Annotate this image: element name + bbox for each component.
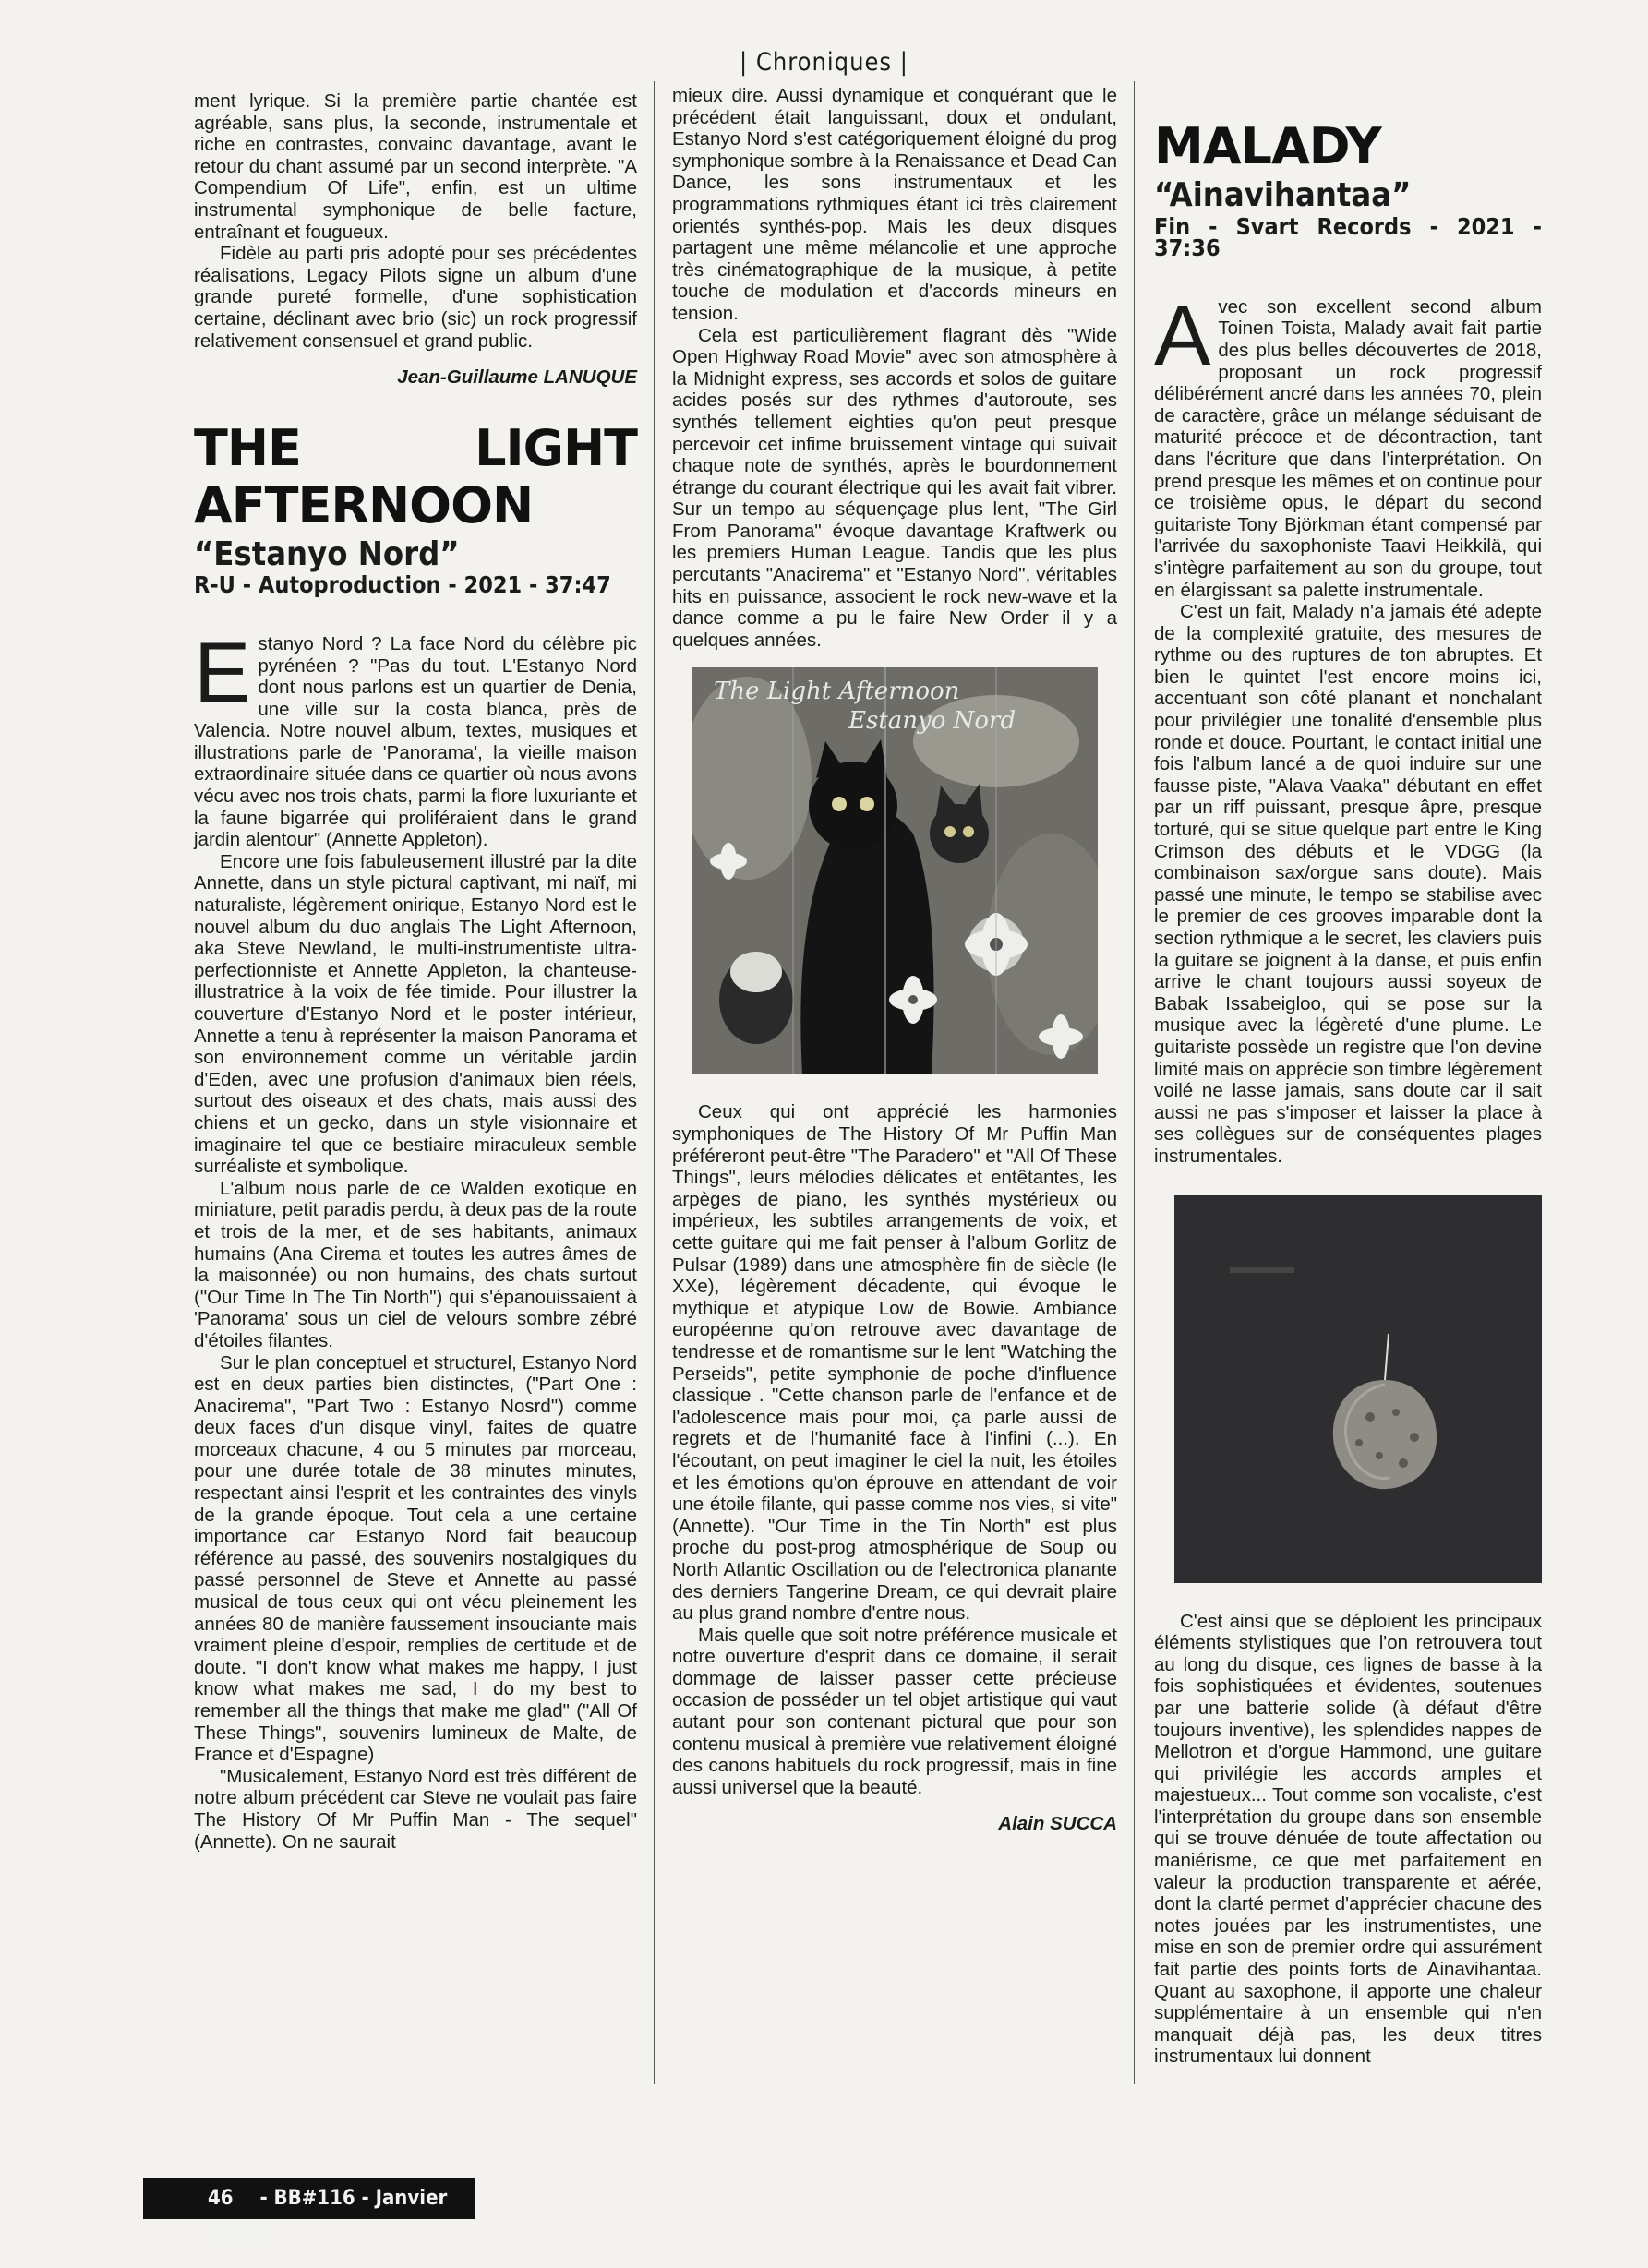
album-title: “Ainavihantaa” [1154,176,1412,214]
review-paragraph: "Musicalement, Estanyo Nord est très différent de notre album précédent car Steve ne voulait pas faire The History Of Mr Puffin Man - The sequel" (Annette). On ne saurait [194,1765,637,1853]
column-divider [1134,81,1135,2084]
section-header: | Chroniques | [740,48,908,77]
column-left [194,90,637,1853]
album-meta: Fin - Svart Records - 2021 - 37:36 [1154,212,1542,262]
cover-album-name: Estanyo Nord [848,707,1016,736]
column-divider [654,81,655,2084]
review-paragraph: ment lyrique. Si la première partie chantée est agréable, sans plus, la seconde, instrumentale et riche en contrastes, convainc davantage, avant le retour du chant assumé par un second interprète. "A Compendium Of Life", enfin, est un ultime instrumental symphonique de belle facture, entraînant et fougueux. [194,90,637,243]
album-title: “Estanyo Nord” [194,534,460,573]
cover-band-name: The Light Afternoon [714,678,960,706]
review-signature: Jean-Guillaume LANUQUE [397,366,637,389]
review-paragraph: Mais quelle que soit notre préférence musicale et notre ouverture d'esprit dans ce domaine, il serait dommage de laisser passer cette précieuse occasion de posséder un tel objet artistique qui vaut autant pour son contenant pictural que pour son contenu musical à première vue relativement éloigné des canons habituels du rock progressif, mais in fine aussi universel que la beauté. [672,1624,1117,1798]
album-meta: R-U - Autoproduction - 2021 - 37:47 [194,571,611,599]
review-signature: Alain SUCCA [998,1813,1117,1835]
review-paragraph: Ceux qui ont apprécié les harmonies symphoniques de The History Of Mr Puffin Man préféreront peut-être "The Paradero" et "All Of These Things", leurs mélodies délicates et entêtantes, les arpèges de piano, les synthés mystérieux ou impérieux, les subtiles arrangements de voix, et cette guitare qui me fait penser à l'album Gorlitz de Pulsar (1989) dans une atmosphère fin de siècle (le XXe), légèrement décadente, qui évoque le mythique et atypique Low de Bowie. Ambiance européenne qu'on retrouve avec davantage de tendresse et de romantisme sur le lent "Watching the Perseids", petite symphonie de poche d'influence classique . "Cette chanson parle de l'enfance et de l'adolescence mais pour moi, ça parle aussi de regrets et de l'humanité face à l'infini (...). En l'écoutant, on peut imaginer le ciel la nuit, les étoiles et les émotions qu'on éprouve en attendant de voir une étoile filante, qui passe comme nos vies, si vite" (Annette). "Our Time in the Tin North" est plus proche du post-prog atmosphérique de Soup ou North Atlantic Oscillation ou de l'electronica planante des derniers Tangerine Dream, ce qui devrait plaire au plus grand nombre d'entre nous. [672,1101,1117,1625]
review-paragraph: mieux dire. Aussi dynamique et conquérant que le précédent était languissant, doux et ondulant, Estanyo Nord s'est catégoriquement éloigné du prog symphonique sombre à la Renaissance et Dead Can Dance, les sons instrumentaux et les programmations rythmiques étant ici très clairement orientés synthés-pop. Mais les deux disques partagent une même mélancolie et une approche très cinématographique de la musique, à petite touche de modulation et d'accords mineurs en tension. [672,85,1117,324]
review-paragraph: C'est ainsi que se déploient les principaux éléments stylistiques que l'on retrouvera tout au long du disque, ces lignes de basse à la fois sophistiquées et évidentes, soutenues par une batterie solide (à défaut d'être toujours inventive), les splendides nappes de Mellotron et d'orgue Hammond, une guitare qui privilégie les accords amples et majestueux... Tout comme son vocaliste, c'est l'interprétation du groupe dans son ensemble qui se trouve dénuée de toute affectation ou maniérisme, ce que met parfaitement en valeur la production transparente et aérée, dont la clarté permet d'apprécier chacune des notes jouées par les instrumentistes, une mise en son de premier ordre qui assurément fait partie des points forts de Ainavihantaa. Quant au saxophone, il apporte une chaleur supplémentaire à un ensemble qui n'en manquait déjà pas, les deux titres instrumentaux lui donnent [1154,1610,1542,2068]
column-middle [672,85,1117,1850]
review-paragraph: vec son excellent second album Toinen Toista, Malady avait fait partie des plus belles découvertes de 2018, proposant un rock progressif délibérément ancré dans les années 70, plein de caractère, grâce un mélange séduisant de maturité précoce et de décontraction, tant dans l'écriture que dans l'interprétation. On prend presque les mêmes et on continue pour ce troisième opus, le départ du second guitariste Tony Björkman étant compensé par l'arrivée du saxophoniste Taavi Heikkilä, qui s'intègre parfaitement au son du groupe, tout en élargissant sa palette instrumentale. [1154,295,1542,601]
cover-illustration [692,667,1098,1074]
review-paragraph: Sur le plan conceptuel et structurel, Estanyo Nord est en deux parties bien distinctes, ("Part One : Anacirema", "Part Two : Estanyo Nosrd") comme deux faces d'un disque vinyl, faites de quatre morceaux chacune, 4 ou 5 minutes par morceau, pour une durée totale de 38 minutes minutes, respectant ainsi l'esprit et les contraintes des vinyls de la grande époque. Tout cela a une certaine importance car Estanyo Nord fait beaucoup référence au passé, des souvenirs nostalgiques du passé personnel de Steve et Annette au passé musical de tous ceux qui ont vécu pleinement les années 80 de manière faussement insouciante mais vraiment pleine d'espoir, remplies de certitude et de doute. "I don't know what makes me happy, I just know what makes me sad, I do my best to remember all the things that make me glad" ("All Of These Things", souvenirs lumineux de Malte, de France et d'Espagne) [194,1351,637,1766]
review-paragraph: Cela est particulièrement flagrant dès "Wide Open Highway Road Movie" avec son atmosphère à la Midnight express, ses accords et solos de guitare acides posés sur des rythmes d'autoroute, ses synthés tellement eighties qu'on peut presque percevoir cet infime bruissement vintage qui suivait chaque note de synthés, après le bourdonnement étrange du courant électrique qui les avait fait vibrer. Sur un tempo au séquençage plus lent, "The Girl From Panorama" évoque davantage Kraftwerk ou les premiers Human League. Tandis que les plus percutants "Anacirema" et "Estanyo Nord", véritables hits en puissance, associent le rock new-wave et la dance comme a pu le faire New Order il y a quelques années. [672,324,1117,651]
drop-cap: E [194,625,251,720]
cover-illustration [1174,1195,1542,1583]
review-paragraph: Encore une fois fabuleusement illustré par la dite Annette, dans un style pictural captivant, mi naïf, mi naturaliste, légèrement onirique, Estanyo Nord est le nouvel album du duo anglais The Light Afternoon, aka Steve Newland, le multi-instrumentiste ultra-perfectionniste et Annette Appleton, la chanteuse-illustratrice à la voix de fée timide. Pour illustrer la couverture d'Estanyo Nord et le poster intérieur, Annette a tenu à représenter la maison Panorama et son environnement comme un véritable jardin d'Eden, avec une profusion d'animaux bien réels, surtout des oiseaux et des chats, mais aussi des chiens et un gecko, dans un style visionnaire et imaginaire tel que ce bestiaire miraculeux semble surréaliste et symbolique. [194,850,637,1178]
page-footer [143,2178,475,2250]
issue-info: - BB#116 - Janvier 2022 [208,2187,448,2250]
column-right [1154,118,1542,2068]
review-paragraph: Fidèle au parti pris adopté pour ses précédentes réalisations, Legacy Pilots signe un album d'une grande pureté formelle, d'une sophistication certaine, déclinant avec brio (sic) un rock progressif relativement consensuel et grand public. [194,243,637,352]
drop-cap: A [1154,288,1211,383]
review-paragraph: L'album nous parle de ce Walden exotique en miniature, petit paradis perdu, à deux pas de la route et trois de la mer, et de ses habitants, animaux humains (Ana Cirema et toutes les autres âmes de la maisonnée) ou non humains, des chats surtout ("Our Time In The Tin North") qui s'épanouissaient à 'Panorama' sous un ciel de velours sombre zébré d'étoiles filantes. [194,1177,637,1351]
page-number: 46 [208,2187,234,2210]
band-title: MALADY [1154,118,1381,175]
review-paragraph: stanyo Nord ? La face Nord du célèbre pic pyrénéen ? "Pas du tout. L'Estanyo Nord dont nous parlons est un quartier de Denia, une ville sur la costa blanca, près de Valencia. Notre nouvel album, textes, musiques et illustrations parle de 'Panorama', la vieille maison extraordinaire située dans ce quartier où nous avons vécu avec nos trois chats, parmi la flore luxuriante et la faune bigarrée qui proliféraient dans le grand jardin alentour" (Annette Appleton). [194,632,637,851]
album-cover-estanyo-nord [692,667,1098,1074]
album-cover-ainavihantaa [1174,1195,1542,1583]
band-title: THE LIGHT AFTERNOON [194,418,637,534]
review-paragraph: C'est un fait, Malady n'a jamais été adepte de la complexité gratuite, des mesures de rythme ou des ruptures de ton abruptes. Et bien le quintet l'est encore moins ici, accentuant son côté planant et nonchalant pour privilégier une tonalité d'ensemble plus ronde et douce. Pourtant, le contact initial une fois l'album lancé a de quoi induire sur une fausse piste, "Alava Vaaka" débutant en effet par un riff puissant, presque âpre, presque torturé, qui se situe quelque part entre le King Crimson des débuts et le VDGG (la combinaison sax/orgue sans doute). Mais passé une minute, le tempo se stabilise avec le premier de ces grooves imparable dont la section rythmique a le secret, les claviers puis la guitare se joignent à la danse, et puis enfin arrive le chant toujours aussi soyeux de Babak Issabeigloo, qui se pose sur la musique avec la légèreté d'une plume. Le guitariste possède un registre que l'on devine limité mais on apprécie son timbre légèrement voilé ne lasse jamais, sans doute car il sait aussi ne pas s'imposer et laisser la place à ses collègues sur de conséquentes plages instrumentales. [1154,601,1542,1167]
